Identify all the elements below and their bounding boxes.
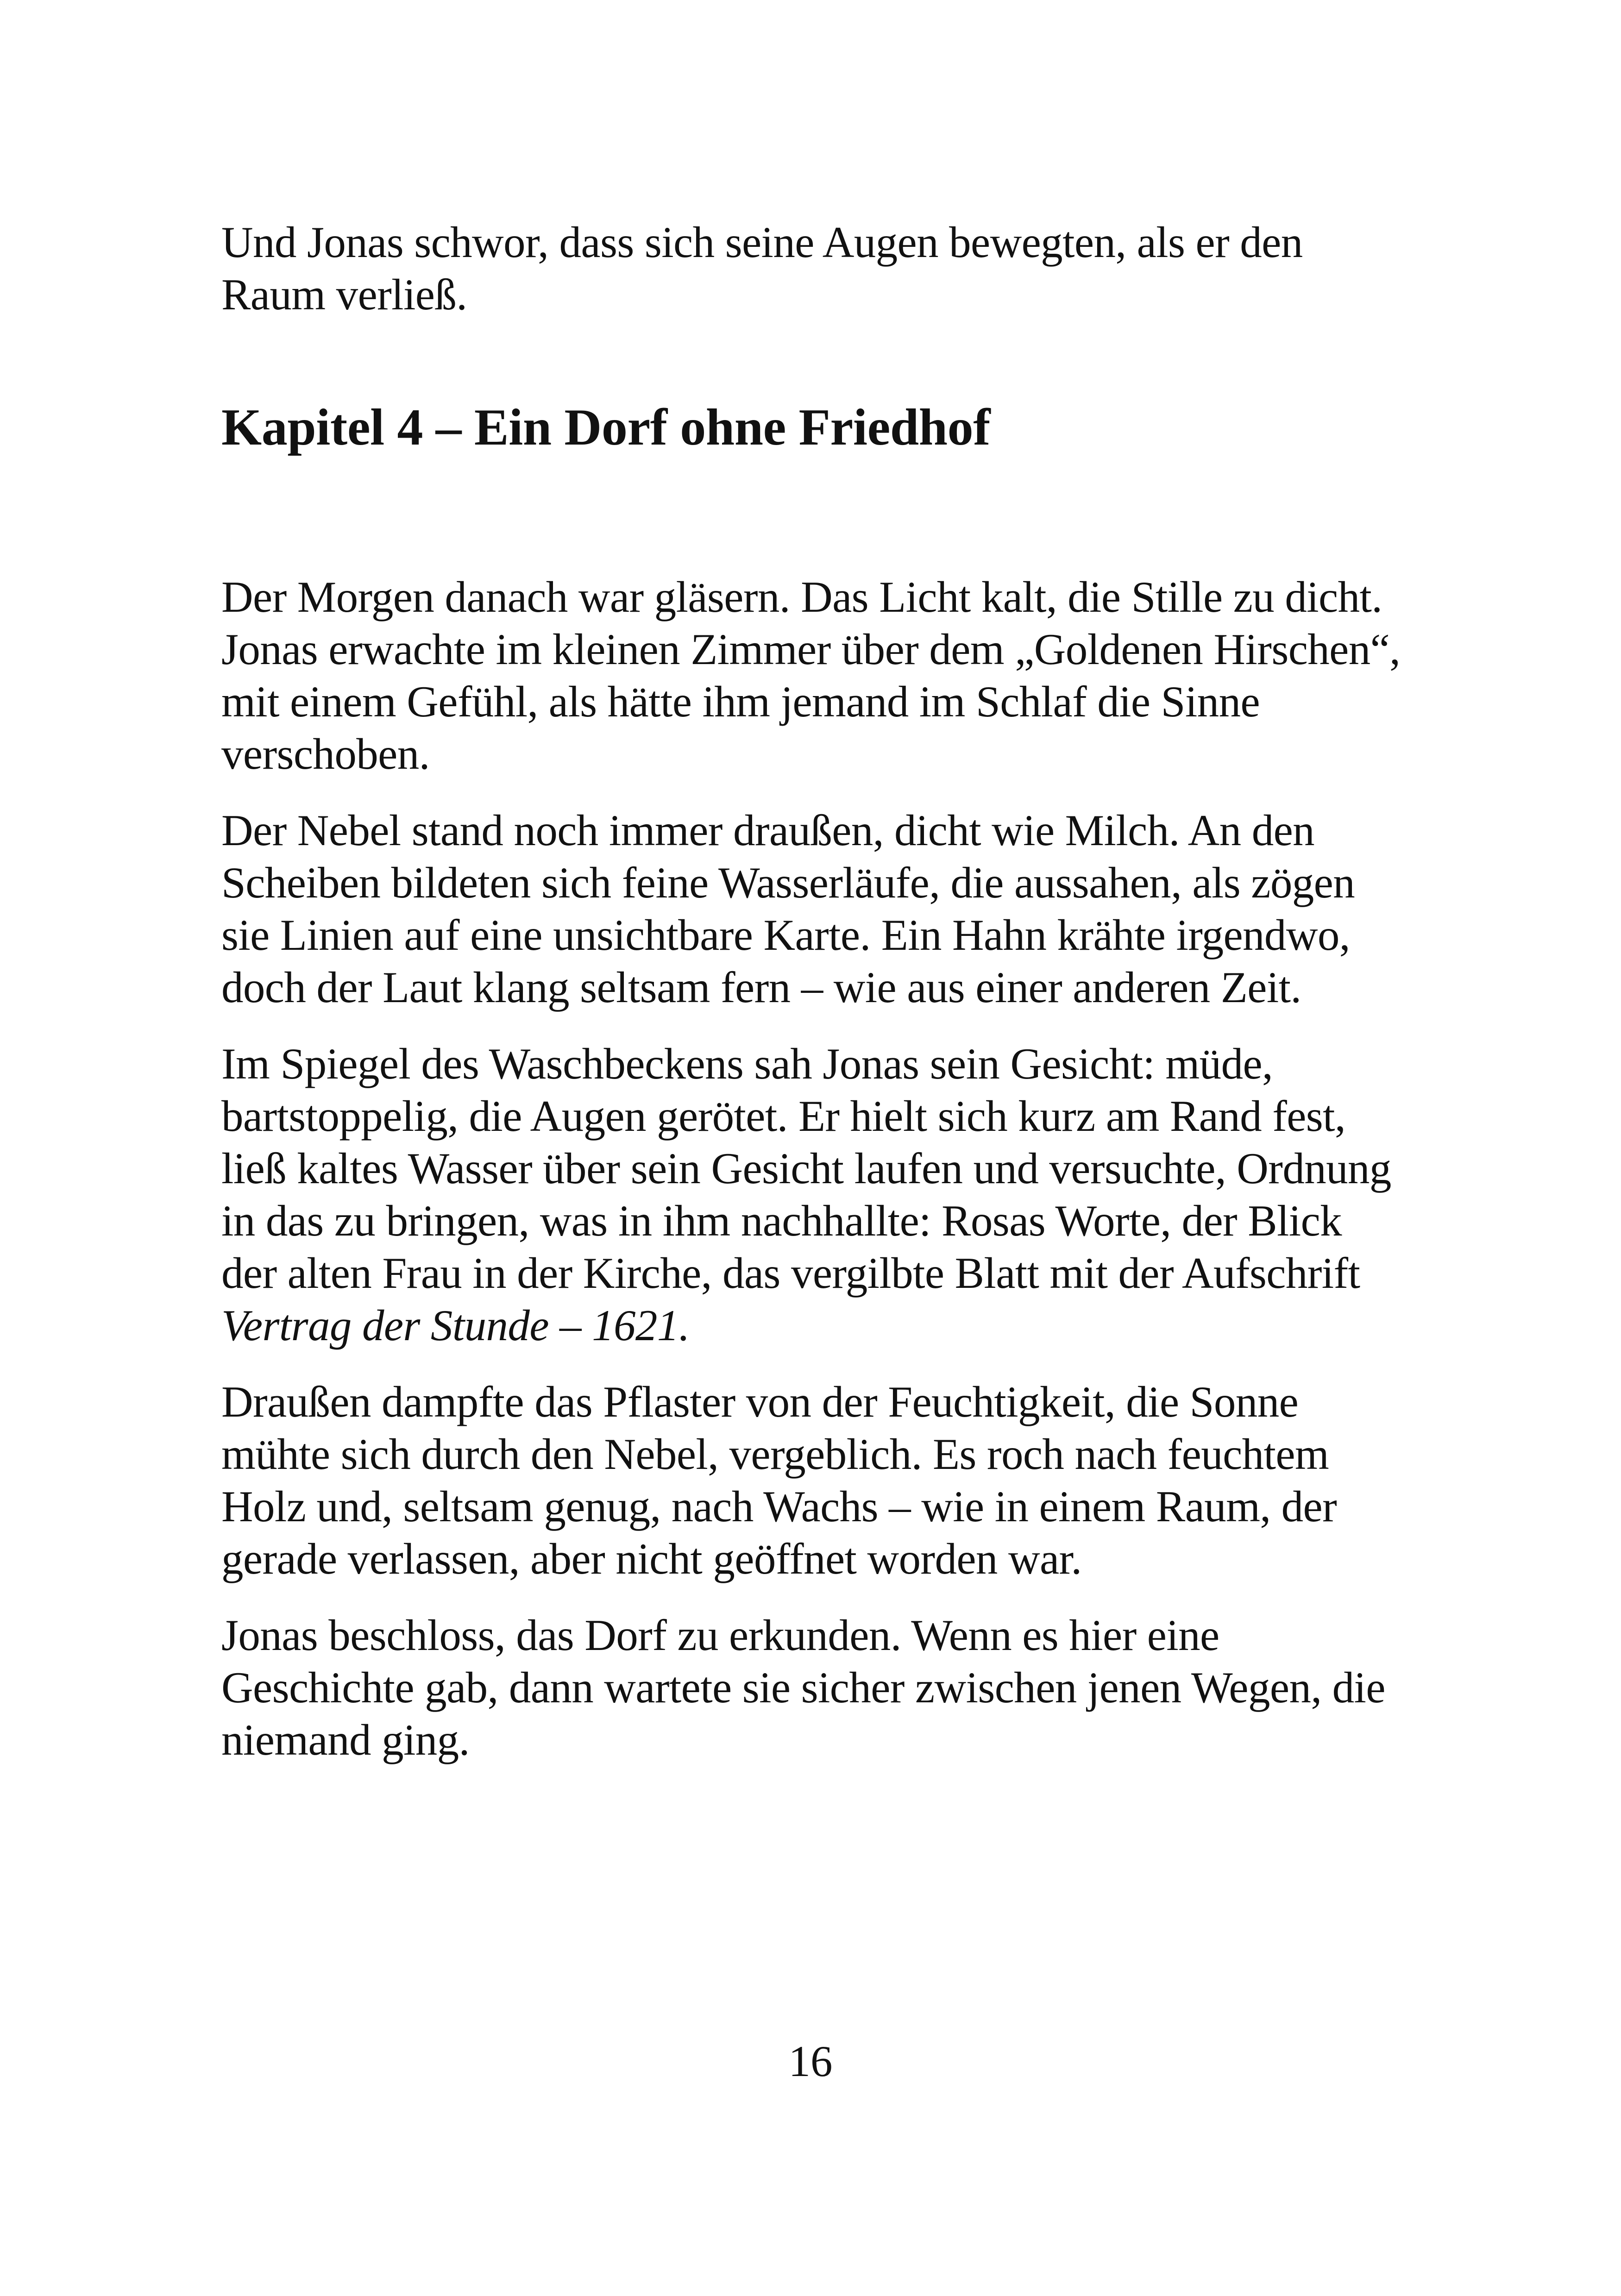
paragraph-4: Draußen dampfte das Pflaster von der Feuchtigkeit, die Sonne mühte sich durch den Nebel, vergeblich. Es roch nach feuchtem Holz und, seltsam genug, nach Wachs – wie in einem Raum, der gerade verlassen, aber nicht geöffnet worden war.	[221, 1377, 1337, 1583]
contract-title: Vertrag der Stunde – 1621.	[221, 1301, 690, 1350]
paragraph-1: Der Morgen danach war gläsern. Das Licht kalt, die Stille zu dicht. Jonas erwachte im kleinen Zimmer über dem „Goldenen Hirschen“, mit einem Gefühl, als hätte ihm jemand im Schlaf die Sinne verschoben.	[221, 572, 1401, 778]
chapter-heading: Kapitel 4 – Ein Dorf ohne Friedhof	[221, 399, 991, 456]
chapter-body	[221, 571, 1407, 1790]
intro-paragraph: Und Jonas schwor, dass sich seine Augen bewegten, als er den Raum verließ.	[221, 218, 1303, 319]
paragraph-5: Jonas beschloss, das Dorf zu erkunden. Wenn es hier eine Geschichte gab, dann wartete sie sicher zwischen jenen Wegen, die niemand ging.	[221, 1611, 1385, 1764]
paragraph-3	[221, 1038, 1407, 1352]
page-number: 16	[788, 2037, 833, 2086]
paragraph-2: Der Nebel stand noch immer draußen, dicht wie Milch. An den Scheiben bildeten sich feine Wasserläufe, die aussahen, als zögen sie Linien auf eine unsichtbare Karte. Ein Hahn krähte irgendwo, doch der Laut klang seltsam fern – wie aus einer anderen Zeit.	[221, 806, 1355, 1012]
paragraph-3-text: Im Spiegel des Waschbeckens sah Jonas sein Gesicht: müde, bartstoppelig, die Augen gerötet. Er hielt sich kurz am Rand fest, ließ kaltes Wasser über sein Gesicht laufen und versuchte, Ordnung in das zu bringen, was in ihm nachhallte: Rosas Worte, der Blick der alten Frau in der Kirche, das vergilbte Blatt mit der Aufschrift	[221, 1039, 1391, 1298]
